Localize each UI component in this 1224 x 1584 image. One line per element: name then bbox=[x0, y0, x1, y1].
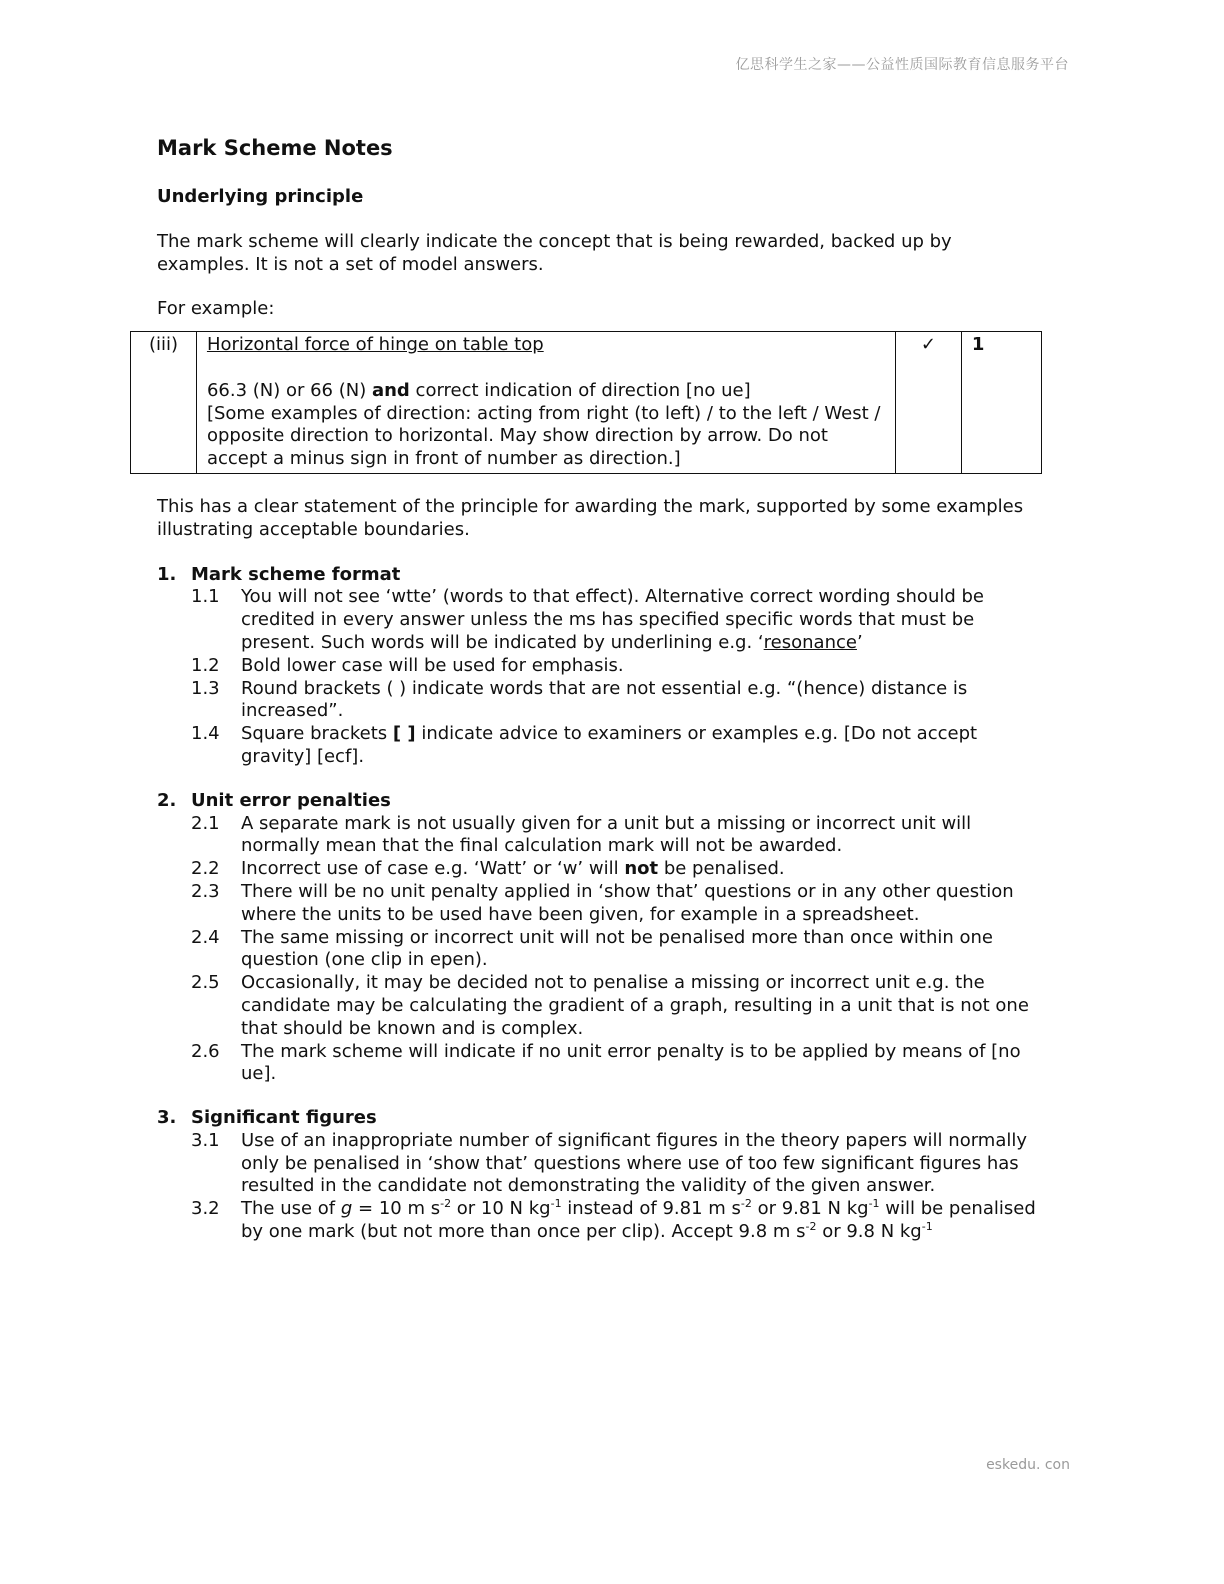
answer-guidance: [Some examples of direction: acting from right (to left) / to the left / West / opposite direction to horizontal. May show direction by arrow. Do not accept a minus sign in front of number as direction.] bbox=[206, 402, 881, 470]
mark-cell: 1 bbox=[961, 332, 1041, 474]
section-mark-scheme-format bbox=[157, 564, 1037, 769]
list-item: 2.3 There will be no unit penalty applied in ‘show that’ questions or in any other question where the units to be used have been given, for example in a spreadsheet. bbox=[191, 880, 1014, 925]
section-heading: 3. Significant figures bbox=[157, 1107, 377, 1129]
tick-icon: ✓ bbox=[920, 334, 936, 356]
section-heading: 2. Unit error penalties bbox=[157, 789, 391, 811]
list-item: 1.3 Round brackets ( ) indicate words that are not essential e.g. “(hence) distance is increased”. bbox=[191, 677, 968, 722]
list-item: 1.4 Square brackets [ ] indicate advice to examiners or examples e.g. [Do not accept gravity] [ecf]. bbox=[191, 723, 978, 767]
question-number: (iii) bbox=[131, 332, 197, 474]
list-item: 1.2 Bold lower case will be used for emphasis. bbox=[191, 654, 624, 676]
list-item: 3.2 The use of g = 10 m $s^{-2}$ or 10 N $kg^{-1}$ instead of 9.81 m $s^{-2}$ or 9.81 N $kg^{-1}$ will be penalised by one mark (but not more than once per clip). Accept 9.8 m $s^{-2}$ or 9.8 N $kg^{-1}$ bbox=[191, 1197, 1036, 1243]
document-body bbox=[148, 134, 1037, 1265]
section-subtitle: Underlying principle bbox=[157, 186, 364, 207]
section-significant-figures bbox=[157, 1107, 1037, 1244]
footer-watermark: eskedu. con bbox=[986, 1457, 1070, 1473]
table-row bbox=[131, 332, 1042, 474]
page-title: Mark Scheme Notes bbox=[157, 136, 393, 160]
summary-paragraph: This has a clear statement of the principle for awarding the mark, supported by some examples illustrating acceptable boundaries. bbox=[157, 495, 1024, 540]
list-item: 2.1 A separate mark is not usually given for a unit but a missing or incorrect unit will normally mean that the final calculation mark will not be awarded. bbox=[191, 812, 972, 857]
tick-cell bbox=[895, 332, 961, 474]
answer-line: 66.3 (N) or 66 (N) and correct indication of direction [no ue] bbox=[206, 379, 751, 401]
list-item: 3.1 Use of an inappropriate number of significant figures in the theory papers will normally only be penalised in ‘show that’ questions where use of too few significant figures has resulted in the candidate not demonstrating the validity of the given answer. bbox=[191, 1129, 1028, 1197]
list-item: 2.4 The same missing or incorrect unit will not be penalised more than once within one question (one clip in epen). bbox=[191, 926, 993, 971]
list-item: 2.6 The mark scheme will indicate if no unit error penalty is to be applied by means of [no ue]. bbox=[191, 1040, 1021, 1085]
section-unit-error-penalties bbox=[157, 790, 1037, 1086]
example-label: For example: bbox=[157, 298, 275, 320]
section-heading: 1. Mark scheme format bbox=[157, 563, 401, 585]
list-item: 1.1 You will not see ‘wtte’ (words to that effect). Alternative correct wording should be credited in every answer unless the ms has specified specific words that must be present. Such words will be indicated by underlining e.g. ‘resonance’ bbox=[191, 586, 985, 653]
answer-heading: Horizontal force of hinge on table top bbox=[206, 334, 544, 356]
header-watermark: 亿思科学生之家——公益性质国际教育信息服务平台 bbox=[735, 57, 1069, 73]
example-table bbox=[130, 331, 1042, 474]
list-item: 2.2 Incorrect use of case e.g. ‘Watt’ or ‘w’ will not be penalised. bbox=[191, 858, 785, 880]
intro-paragraph: The mark scheme will clearly indicate the concept that is being rewarded, backed up by examples. It is not a set of model answers. bbox=[157, 230, 952, 275]
list-item: 2.5 Occasionally, it may be decided not to penalise a missing or incorrect unit e.g. the candidate may be calculating the gradient of a graph, resulting in a unit that is not one that should be known and is complex. bbox=[191, 972, 1029, 1039]
answer-cell bbox=[196, 332, 895, 474]
